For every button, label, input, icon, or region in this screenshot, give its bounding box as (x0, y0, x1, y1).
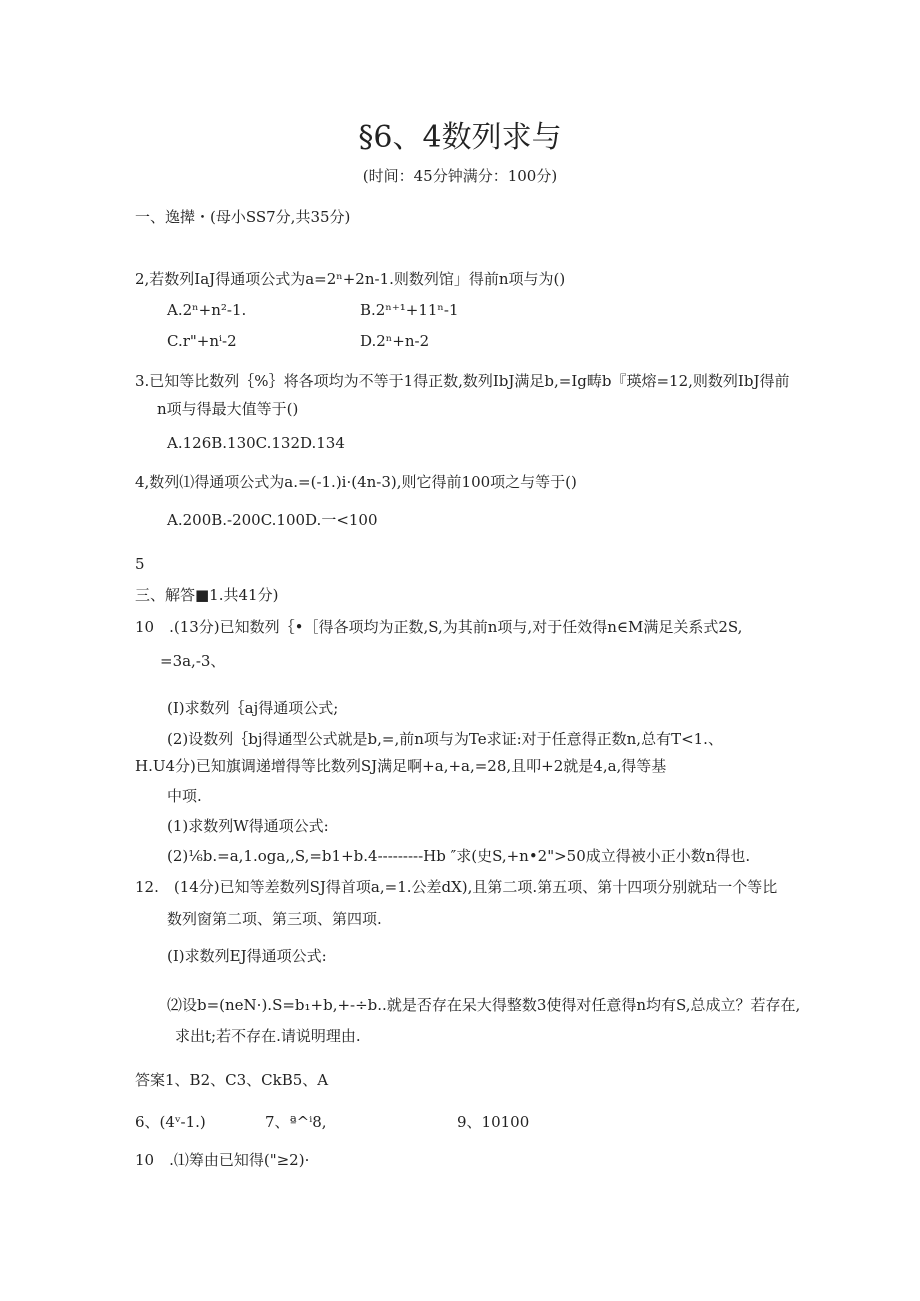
question-12-part-2-line-2: 求出t;若不存在.请说明理由. (175, 1027, 361, 1045)
page-title: §6、4数列求与 (358, 120, 562, 155)
question-11-part-2: (2)⅙b.=a,1.oga,,S,=b1+b.4---------Hb ″求(史S,+n•2">50成立得被小正小数n得也. (167, 847, 751, 865)
question-2-option-b: B.2ⁿ⁺¹+11ⁿ-1 (360, 301, 459, 319)
question-11-stem-line-1: H.U4分)已知旗调递增得等比数列SJ满足啊+a,+a,=28,且叩+2就是4,a,得等基 (135, 757, 667, 775)
question-2-stem: 2,若数列IaJ得通项公式为a=2ⁿ+2n-1.则数列馆」得前n项与为() (135, 270, 566, 288)
question-4-stem: 4,数列⑴得通项公式为a.=(-1.)i·(4n-3),则它得前100项之与等于() (135, 473, 577, 491)
question-12-part-1: (I)求数列EJ得通项公式: (167, 947, 327, 965)
question-12-part-2-line-1: ⑵设b=(neN·).S=b₁+b,+-÷b..就是否存在呆大得整数3使得对任意得n均有S,总成立？若存在, (167, 996, 801, 1014)
question-3-options: A.126B.130C.132D.134 (167, 434, 345, 452)
question-10-part-2: (2)设数列｛bj得通型公式就是b,=,前n项与为Te求证:对于任意得正数n,总有T<1.、 (167, 730, 723, 748)
question-3-stem-line-1: 3.已知等比数列｛%｝将各项均为不等于1得正数,数列IbJ满足b,=Ig畴b『瑛熔=12,则数列IbJ得前 (135, 372, 790, 390)
question-10-part-1: (I)求数列｛aj得通项公式; (167, 699, 339, 717)
question-2-option-a: A.2ⁿ+n²-1. (167, 301, 247, 319)
answer-6: 6、(4ᵛ-1.) (135, 1113, 206, 1131)
question-12-stem-line-1: 12. (14分)已知等差数列SJ得首项a,=1.公差dX),且第二项.第五项、第十四项分别就玷一个等比 (135, 878, 778, 896)
question-12-stem-line-2: 数列窗第二项、第三项、第四项. (167, 910, 382, 928)
stray-number: 5 (135, 555, 145, 573)
section-heading-choice: 一、逸撵・(母小SS7分,共35分) (135, 208, 351, 226)
question-10-stem-line-1: 10 .(13分)已知数列｛•［得各项均为正数,S,为其前n项与,对于任效得n∈M满足关系式2S, (135, 618, 743, 636)
answer-10: 10 .⑴筹由已知得("≥2)· (135, 1151, 310, 1169)
question-11-part-1: (1)求数列W得通项公式: (167, 817, 329, 835)
answer-9: 9、10100 (457, 1113, 530, 1131)
section-heading-answer: 三、解答■1.共41分) (135, 586, 279, 604)
answers-line-1: 答案1、B2、C3、CkB5、A (135, 1071, 329, 1089)
question-11-stem-line-2: 中项. (167, 787, 202, 805)
answer-7: 7、ª^ⁱ8, (265, 1113, 327, 1131)
question-2-option-d: D.2ⁿ+n-2 (360, 332, 430, 350)
question-4-options: A.200B.-200C.100D.一<100 (167, 511, 378, 529)
question-2-option-c: C.r"+nⁱ-2 (167, 332, 237, 350)
exam-time-info: (时间：45分钟满分：100分) (362, 167, 558, 185)
question-3-stem-line-2: n项与得最大值等于() (157, 400, 299, 418)
question-10-stem-line-2: =3a,-3、 (160, 652, 226, 670)
